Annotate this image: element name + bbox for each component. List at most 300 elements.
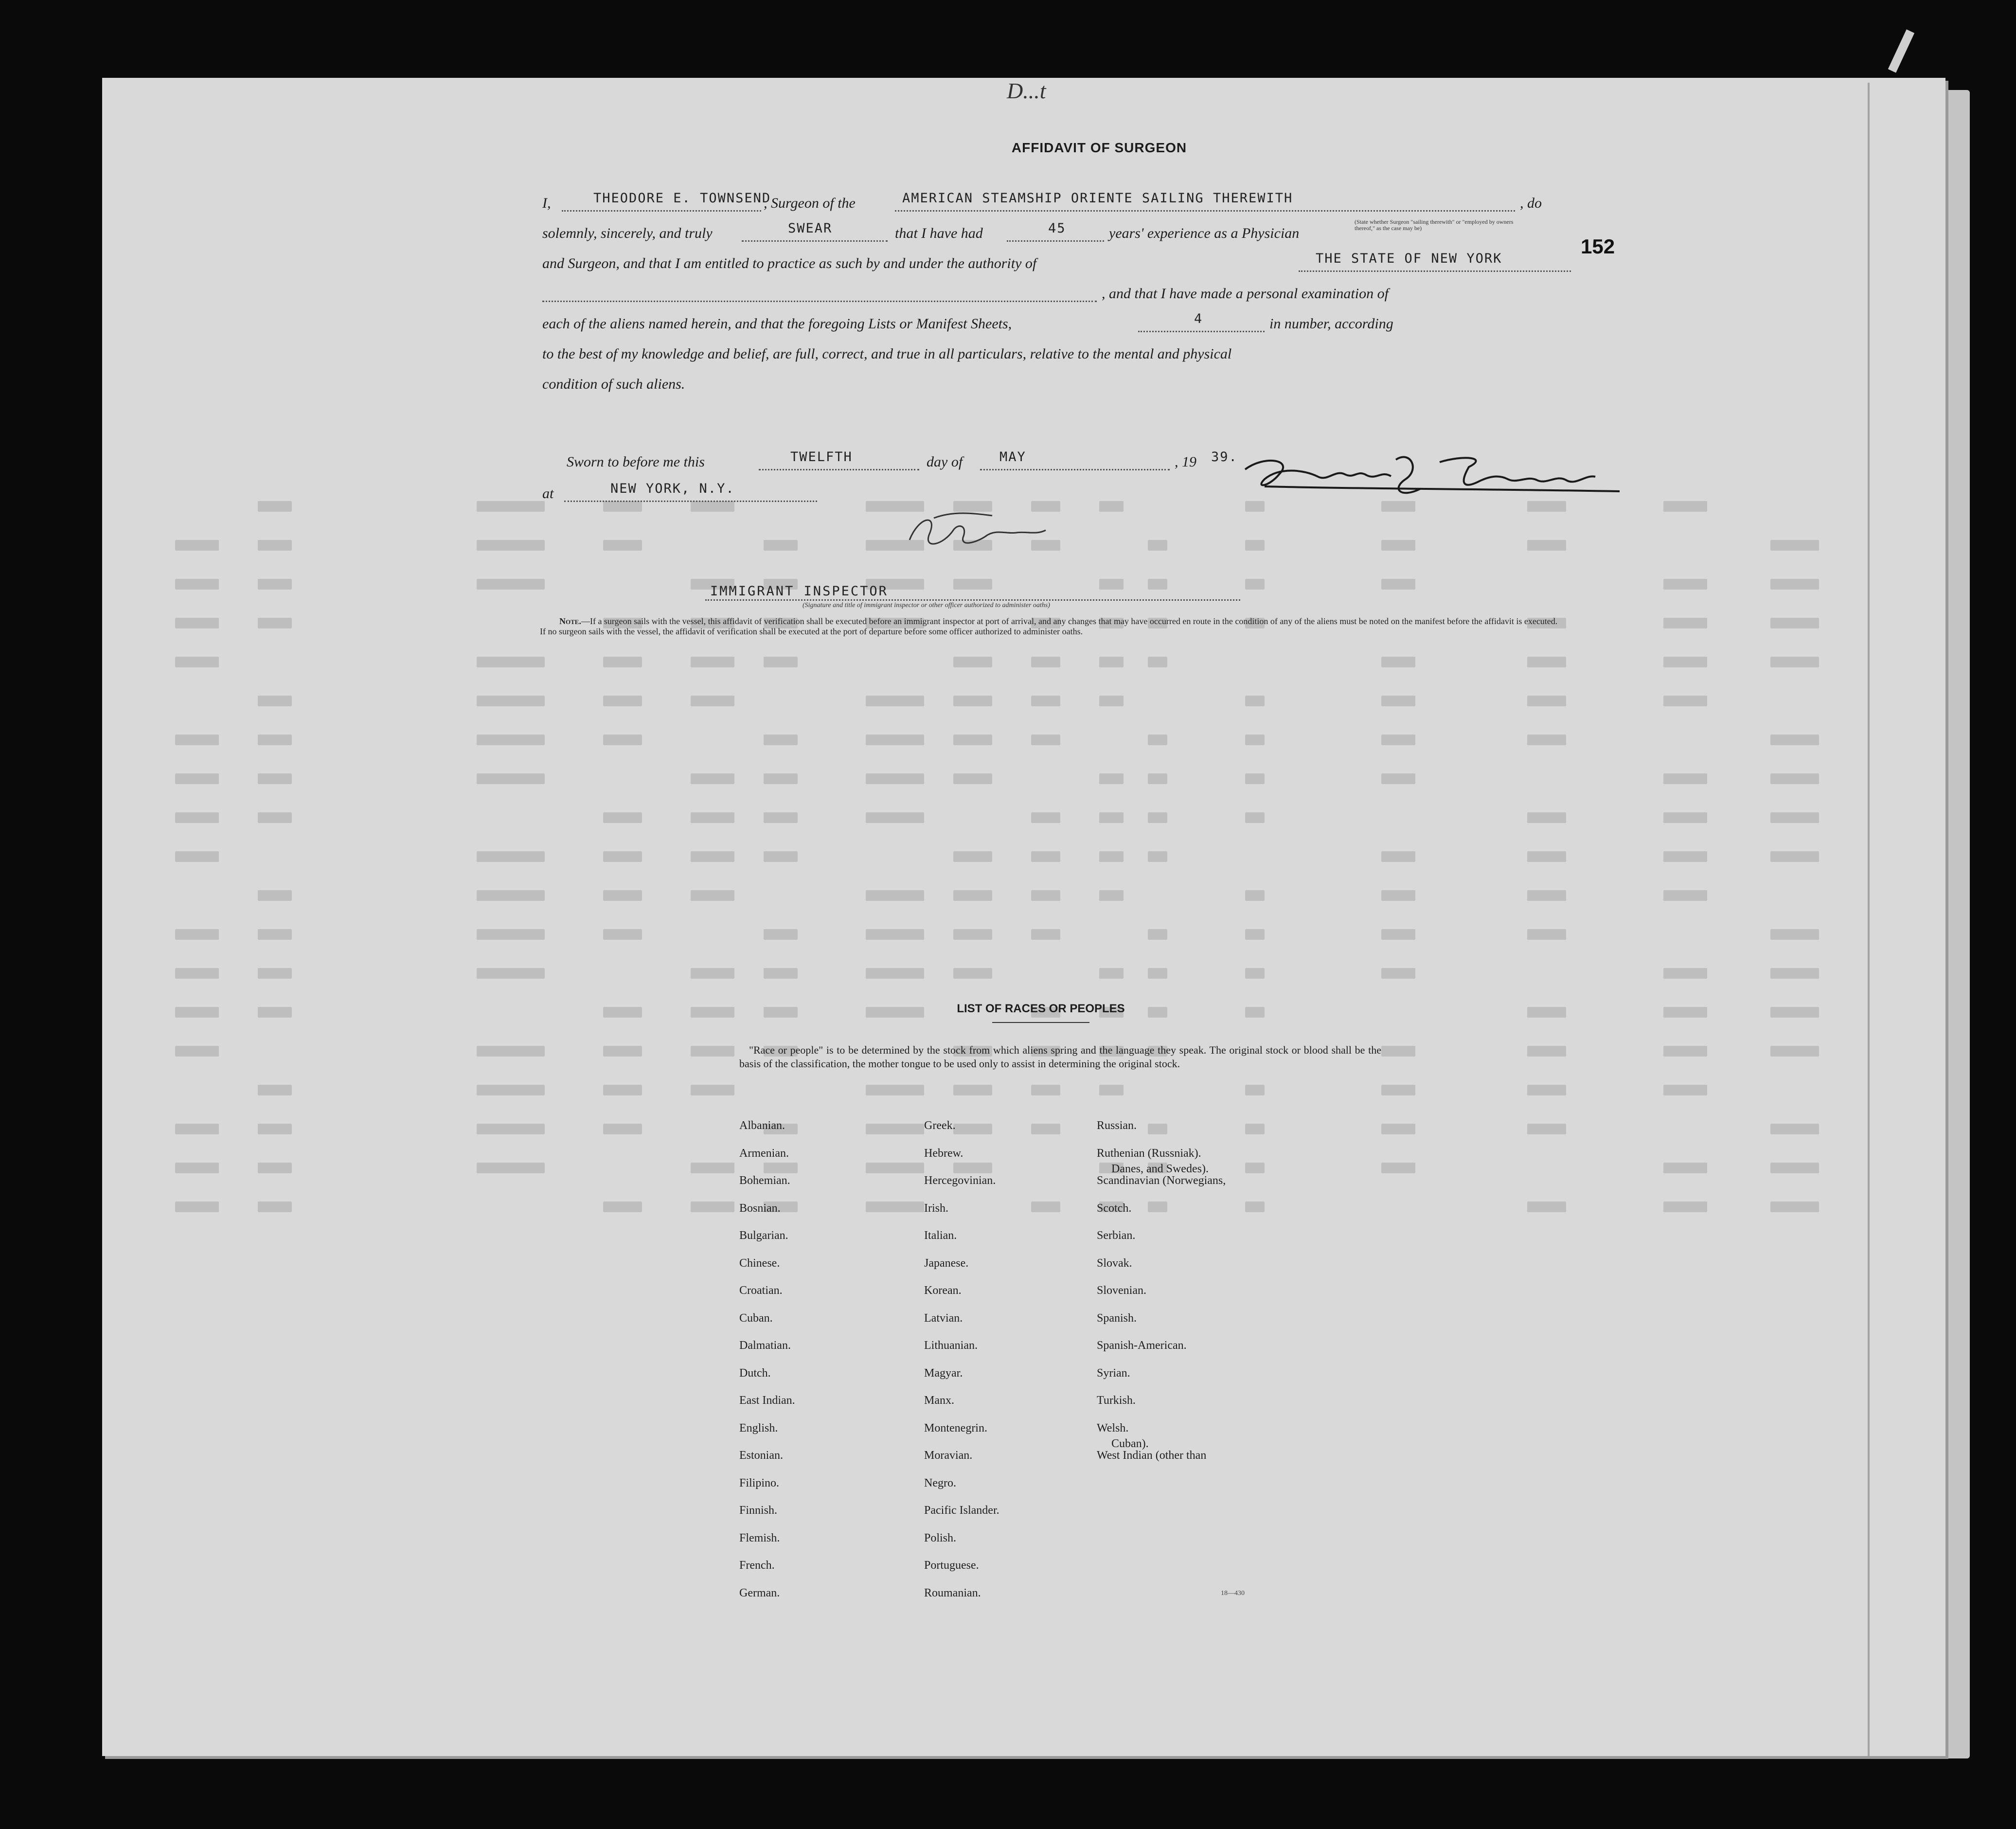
race-item: Bulgarian. (739, 1229, 788, 1242)
race-item: Chinese. (739, 1256, 780, 1270)
bleed-through-mark (764, 540, 798, 551)
at-label: at (542, 485, 554, 502)
years-rule (1007, 240, 1104, 242)
race-item: Armenian. (739, 1147, 789, 1160)
bleed-through-mark (953, 735, 992, 745)
bleed-through-row (175, 1124, 1829, 1135)
bleed-through-mark (477, 657, 545, 667)
race-item: Finnish. (739, 1504, 778, 1517)
race-item: Slovak. (1097, 1256, 1132, 1270)
bleed-through-mark (175, 1201, 219, 1212)
bleed-through-mark (1031, 696, 1060, 706)
bleed-through-mark (1663, 1163, 1707, 1173)
bleed-through-mark (1381, 851, 1415, 862)
bleed-through-mark (953, 657, 992, 667)
race-item: Manx. (924, 1394, 954, 1407)
race-item: Dutch. (739, 1366, 771, 1380)
vessel-rule (895, 210, 1515, 212)
race-item: Croatian. (739, 1284, 783, 1297)
bleed-through-mark (1770, 1163, 1819, 1173)
bleed-through-mark (866, 812, 924, 823)
bleed-through-mark (866, 735, 924, 745)
affidavit-line-1 (542, 191, 1578, 215)
bleed-through-mark (866, 968, 924, 979)
bleed-through-mark (866, 1124, 924, 1134)
bleed-through-mark (1099, 773, 1124, 784)
bleed-through-mark (1245, 773, 1265, 784)
bleed-through-mark (1770, 579, 1819, 590)
bleed-through-mark (1663, 890, 1707, 901)
bleed-through-mark (175, 618, 219, 628)
bleed-through-row (175, 1085, 1829, 1096)
bleed-through-mark (1527, 890, 1566, 901)
sworn-line (542, 449, 1369, 474)
race-item: Negro. (924, 1476, 956, 1489)
bleed-through-mark (866, 1201, 924, 1212)
place-line (542, 481, 1029, 505)
binder-hole (78, 282, 96, 307)
race-item: Italian. (924, 1229, 957, 1242)
bleed-through-mark (477, 1163, 545, 1173)
bleed-through-mark (1663, 773, 1707, 784)
bleed-through-mark (1381, 890, 1415, 901)
bleed-through-mark (1770, 851, 1819, 862)
bleed-through-mark (258, 773, 292, 784)
bleed-through-mark (1663, 1085, 1707, 1095)
bleed-through-mark (175, 812, 219, 823)
race-item: Irish. (924, 1201, 948, 1215)
bleed-through-mark (1031, 735, 1060, 745)
bleed-through-mark (1770, 812, 1819, 823)
bleed-through-mark (1527, 735, 1566, 745)
bleed-through-mark (477, 773, 545, 784)
bleed-through-mark (1663, 579, 1707, 590)
bleed-through-mark (1381, 735, 1415, 745)
bleed-through-mark (1527, 696, 1566, 706)
bleed-through-mark (258, 540, 292, 551)
bleed-through-mark (603, 929, 642, 940)
race-item: Scandinavian (Norwegians, (1097, 1174, 1226, 1187)
inspector-initials (900, 506, 1055, 559)
bleed-through-mark (477, 851, 545, 862)
bleed-through-mark (866, 890, 924, 901)
bleed-through-mark (1031, 1085, 1060, 1095)
bleed-through-mark (1245, 812, 1265, 823)
race-item: Slovenian. (1097, 1284, 1146, 1297)
bleed-through-mark (258, 1124, 292, 1134)
month-rule (980, 469, 1170, 470)
bleed-through-mark (175, 540, 219, 551)
note-paragraph (540, 616, 1576, 637)
bleed-through-mark (691, 657, 734, 667)
bleed-through-mark (1381, 1046, 1415, 1057)
race-item: West Indian (other than (1097, 1449, 1207, 1462)
race-item: Hebrew. (924, 1147, 963, 1160)
bleed-through-row (175, 1163, 1829, 1174)
bleed-through-mark (175, 657, 219, 667)
bleed-through-mark (1770, 618, 1819, 628)
note-label: Note. (559, 616, 581, 626)
bleed-through-row (175, 735, 1829, 746)
bleed-through-mark (603, 1124, 642, 1134)
bleed-through-mark (603, 1046, 642, 1057)
bleed-through-mark (1099, 657, 1124, 667)
bleed-through-mark (477, 890, 545, 901)
bleed-through-mark (1527, 812, 1566, 823)
bleed-through-mark (1663, 1201, 1707, 1212)
bleed-through-row (175, 851, 1829, 863)
race-item: Filipino. (739, 1476, 780, 1489)
officer-title: IMMIGRANT INSPECTOR (710, 584, 888, 599)
bleed-through-mark (603, 890, 642, 901)
bleed-through-mark (1770, 1046, 1819, 1057)
affidavit-line-3 (542, 251, 1578, 275)
bleed-through-mark (1245, 540, 1265, 551)
day-of-label: day of (927, 454, 963, 470)
bleed-through-mark (1381, 773, 1415, 784)
bleed-through-mark (1031, 890, 1060, 901)
bleed-through-mark (1770, 540, 1819, 551)
race-item: Latvian. (924, 1311, 963, 1325)
race-item: French. (739, 1559, 775, 1572)
bleed-through-mark (764, 657, 798, 667)
bleed-through-mark (1148, 657, 1167, 667)
bleed-through-mark (764, 1007, 798, 1018)
bleed-through-mark (603, 657, 642, 667)
bleed-through-mark (477, 696, 545, 706)
bleed-through-mark (1663, 1007, 1707, 1018)
bleed-through-mark (1770, 657, 1819, 667)
sheets-rule (1138, 331, 1265, 332)
bleed-through-mark (175, 1007, 219, 1018)
sworn-label: Sworn to before me this (567, 454, 705, 470)
bleed-through-mark (953, 1163, 992, 1173)
oath-word: SWEAR (788, 221, 833, 236)
bleed-through-mark (1099, 968, 1124, 979)
bleed-through-mark (1245, 1085, 1265, 1095)
bleed-through-mark (1245, 1007, 1265, 1018)
bleed-through-row (175, 696, 1829, 707)
bleed-through-mark (1663, 657, 1707, 667)
race-item: Spanish. (1097, 1311, 1137, 1325)
race-item: Moravian. (924, 1449, 973, 1462)
bleed-through-mark (1245, 1201, 1265, 1212)
bleed-through-mark (477, 929, 545, 940)
authority: THE STATE OF NEW YORK (1316, 251, 1502, 266)
bleed-through-mark (175, 735, 219, 745)
races-title-rule (992, 1022, 1089, 1023)
bleed-through-mark (953, 851, 992, 862)
bleed-through-mark (691, 890, 734, 901)
bleed-through-mark (175, 851, 219, 862)
race-item: Greek. (924, 1119, 956, 1132)
surgeon-name: THEODORE E. TOWNSEND (593, 191, 771, 206)
note-text-1: —If a surgeon sails with the vessel, this affidavit of verification shall be executed before an immigrant inspector at port of arrival, and any changes that may have occurred en route in the condition of any of the aliens must be noted on the manifest before the affidavit is executed. (581, 616, 1558, 626)
bleed-through-row (175, 657, 1829, 668)
bleed-through-mark (1381, 929, 1415, 940)
bleed-through-mark (866, 929, 924, 940)
bleed-through-mark (477, 1124, 545, 1134)
i-label: I, (542, 195, 551, 211)
bleed-through-mark (1245, 929, 1265, 940)
bleed-through-mark (1770, 773, 1819, 784)
bleed-through-mark (258, 1085, 292, 1095)
bleed-through-mark (1148, 851, 1167, 862)
bleed-through-mark (258, 929, 292, 940)
note-text-2: If no surgeon sails with the vessel, the affidavit of verification shall be executed at the port of departure before some officer authorized to administer oaths. (540, 627, 1083, 636)
bleed-through-mark (764, 1163, 798, 1173)
authority-rule (1299, 270, 1571, 272)
race-item: Cuban). (1111, 1437, 1149, 1450)
race-item: Bohemian. (739, 1174, 790, 1187)
bleed-through-mark (1031, 1124, 1060, 1134)
bleed-through-mark (1148, 812, 1167, 823)
bleed-through-mark (603, 1201, 642, 1212)
years-label: years' experience as a Physician (1109, 225, 1300, 241)
bleed-through-mark (953, 1124, 992, 1134)
sheet-count: 4 (1194, 311, 1203, 326)
bleed-through-mark (1245, 735, 1265, 745)
bleed-through-mark (1381, 968, 1415, 979)
bleed-through-mark (477, 1046, 545, 1057)
bleed-through-row (175, 1201, 1829, 1213)
bleed-through-mark (1148, 540, 1167, 551)
bleed-through-mark (1527, 1201, 1566, 1212)
bleed-through-mark (866, 1163, 924, 1173)
bleed-through-mark (603, 1085, 642, 1095)
bleed-through-mark (1099, 812, 1124, 823)
bleed-through-mark (1663, 696, 1707, 706)
bleed-through-mark (866, 1007, 924, 1018)
bleed-through-mark (1245, 968, 1265, 979)
bleed-through-mark (1381, 540, 1415, 551)
bleed-through-mark (1148, 773, 1167, 784)
bleed-through-mark (764, 735, 798, 745)
race-item: Estonian. (739, 1449, 783, 1462)
bleed-through-mark (953, 579, 992, 590)
bleed-through-mark (477, 501, 545, 512)
race-item: Dalmatian. (739, 1339, 791, 1352)
knowledge-label: to the best of my knowledge and belief, are full, correct, and true in all particulars, relative to the mental and physical (542, 346, 1232, 362)
bleed-through-mark (1099, 501, 1124, 512)
vessel-name: AMERICAN STEAMSHIP ORIENTE SAILING THEREWITH (902, 191, 1293, 206)
race-item: English. (739, 1421, 778, 1435)
bleed-through-mark (258, 890, 292, 901)
race-item: Albanian. (739, 1119, 785, 1132)
vessel-note: (State whether Surgeon "sailing therewith" or "employed by owners thereof," as the case may be) (1355, 218, 1514, 232)
race-item: Flemish. (739, 1531, 780, 1544)
bleed-through-mark (691, 1007, 734, 1018)
race-item: Pacific Islander. (924, 1504, 999, 1517)
bleed-through-mark (1245, 1163, 1265, 1173)
bleed-through-mark (1663, 618, 1707, 628)
bleed-through-mark (258, 968, 292, 979)
bleed-through-mark (603, 735, 642, 745)
bleed-through-mark (477, 579, 545, 590)
bleed-through-mark (1381, 1163, 1415, 1173)
bleed-through-mark (1663, 1046, 1707, 1057)
bleed-through-mark (691, 1046, 734, 1057)
bleed-through-mark (258, 1163, 292, 1173)
bleed-through-mark (1663, 968, 1707, 979)
bleed-through-mark (1148, 735, 1167, 745)
race-item: Scotch. (1097, 1201, 1132, 1215)
bleed-through-mark (1245, 696, 1265, 706)
race-item: Roumanian. (924, 1586, 981, 1599)
page-crease (1868, 83, 1870, 1756)
races-title: LIST OF RACES OR PEOPLES (957, 1002, 1125, 1015)
race-item: Syrian. (1097, 1366, 1130, 1380)
bleed-through-mark (1770, 1124, 1819, 1134)
race-item: Portuguese. (924, 1559, 979, 1572)
bleed-through-mark (1381, 696, 1415, 706)
race-item: Polish. (924, 1531, 957, 1544)
bleed-through-mark (691, 1201, 734, 1212)
bleed-through-row (175, 812, 1829, 824)
bleed-through-mark (258, 696, 292, 706)
place-rule (564, 501, 817, 502)
bleed-through-mark (764, 851, 798, 862)
bleed-through-mark (603, 812, 642, 823)
bleed-through-mark (1099, 579, 1124, 590)
bleed-through-mark (1770, 1007, 1819, 1018)
bleed-through-mark (953, 1085, 992, 1095)
bleed-through-mark (953, 929, 992, 940)
bleed-through-mark (866, 1085, 924, 1095)
race-item: Japanese. (924, 1256, 969, 1270)
bleed-through-row (175, 968, 1829, 980)
day-rule (759, 469, 919, 470)
race-item: Welsh. (1097, 1421, 1129, 1435)
bleed-through-mark (1245, 890, 1265, 901)
sworn-day: TWELFTH (790, 449, 853, 465)
bleed-through-mark (1148, 929, 1167, 940)
bleed-through-mark (1031, 657, 1060, 667)
race-item: East Indian. (739, 1394, 795, 1407)
name-rule (562, 210, 761, 212)
bleed-through-mark (1245, 579, 1265, 590)
surgeon-of-label: , Surgeon of the (764, 195, 856, 211)
bleed-through-mark (1527, 851, 1566, 862)
bleed-through-mark (1663, 812, 1707, 823)
bleed-through-mark (1663, 851, 1707, 862)
bleed-through-mark (1031, 929, 1060, 940)
surgeon-signature (1235, 440, 1624, 508)
bleed-through-mark (953, 968, 992, 979)
bleed-through-mark (175, 1046, 219, 1057)
bleed-through-mark (1527, 540, 1566, 551)
oath-rule (742, 240, 888, 242)
race-item: Hercegovinian. (924, 1174, 996, 1187)
bleed-through-mark (175, 1124, 219, 1134)
bleed-through-mark (1527, 929, 1566, 940)
affidavit-title: AFFIDAVIT OF SURGEON (1011, 140, 1187, 155)
race-item: Turkish. (1097, 1394, 1136, 1407)
bleed-through-mark (477, 968, 545, 979)
bleed-through-row (175, 929, 1829, 941)
bleed-through-mark (603, 696, 642, 706)
race-item: Spanish-American. (1097, 1339, 1187, 1352)
bleed-through-mark (764, 773, 798, 784)
bleed-through-mark (175, 773, 219, 784)
bleed-through-mark (603, 1007, 642, 1018)
bleed-through-mark (1527, 1007, 1566, 1018)
bleed-through-mark (1381, 1124, 1415, 1134)
bleed-through-mark (258, 579, 292, 590)
bleed-through-mark (1099, 1085, 1124, 1095)
bleed-through-mark (1663, 501, 1707, 512)
race-item: Cuban. (739, 1311, 773, 1325)
bleed-through-mark (1099, 696, 1124, 706)
bleed-through-mark (477, 540, 545, 551)
affidavit-line-7 (542, 375, 1578, 396)
aliens-label: each of the aliens named herein, and that the foregoing Lists or Manifest Sheets, (542, 316, 1012, 332)
bleed-through-mark (1770, 735, 1819, 745)
bleed-through-mark (1381, 579, 1415, 590)
year-prefix: , 19 (1175, 454, 1196, 470)
bleed-through-mark (1245, 1124, 1265, 1134)
bleed-through-mark (691, 968, 734, 979)
bleed-through-mark (691, 1085, 734, 1095)
page-number: 152 (1581, 235, 1615, 258)
sworn-month: MAY (999, 449, 1026, 465)
number-label: in number, according (1269, 316, 1393, 332)
bleed-through-mark (953, 773, 992, 784)
solemnly-label: solemnly, sincerely, and truly (542, 225, 713, 241)
race-item: Montenegrin. (924, 1421, 987, 1435)
affidavit-line-2 (542, 221, 1578, 245)
bleed-through-mark (258, 1007, 292, 1018)
bleed-through-mark (258, 501, 292, 512)
race-item: Magyar. (924, 1366, 963, 1380)
manifest-page (102, 78, 1945, 1756)
bleed-through-mark (1527, 1085, 1566, 1095)
race-item: German. (739, 1586, 780, 1599)
do-label: , do (1520, 195, 1542, 211)
bleed-through-mark (953, 696, 992, 706)
races-intro: "Race or people" is to be determined by the stock from which aliens spring and the language they speak. The original stock or blood shall be the basis of the classification, the mother tongue to be used only to assist in determining the original stock. (739, 1044, 1381, 1070)
bleed-through-mark (258, 735, 292, 745)
race-item: Ruthenian (Russniak). (1097, 1147, 1201, 1160)
header-scrawl: D...t (1007, 78, 1046, 103)
bleed-through-mark (1527, 1124, 1566, 1134)
personal-exam-label: , and that I have made a personal examination of (1102, 286, 1389, 302)
bleed-through-mark (258, 1201, 292, 1212)
that-had-label: that I have had (895, 225, 983, 241)
authority-continuation-rule (542, 301, 1097, 302)
bleed-through-mark (691, 812, 734, 823)
bleed-through-mark (691, 696, 734, 706)
bleed-through-mark (953, 890, 992, 901)
bleed-through-mark (603, 540, 642, 551)
affidavit-line-5 (542, 311, 1578, 336)
race-item: Danes, and Swedes). (1111, 1162, 1209, 1175)
affidavit-line-6 (542, 344, 1578, 366)
bleed-through-mark (1770, 1201, 1819, 1212)
sworn-year: 39. (1211, 449, 1238, 465)
bleed-through-mark (175, 929, 219, 940)
bleed-through-mark (258, 812, 292, 823)
bleed-through-mark (866, 773, 924, 784)
surgeon-authority-label: and Surgeon, and that I am entitled to practice as such by and under the authority of (542, 255, 1037, 271)
bleed-through-row (175, 773, 1829, 785)
bleed-through-mark (764, 812, 798, 823)
years-experience: 45 (1048, 221, 1066, 236)
bleed-through-mark (175, 579, 219, 590)
bleed-through-mark (691, 1163, 734, 1173)
bleed-through-mark (258, 618, 292, 628)
bleed-through-mark (175, 968, 219, 979)
